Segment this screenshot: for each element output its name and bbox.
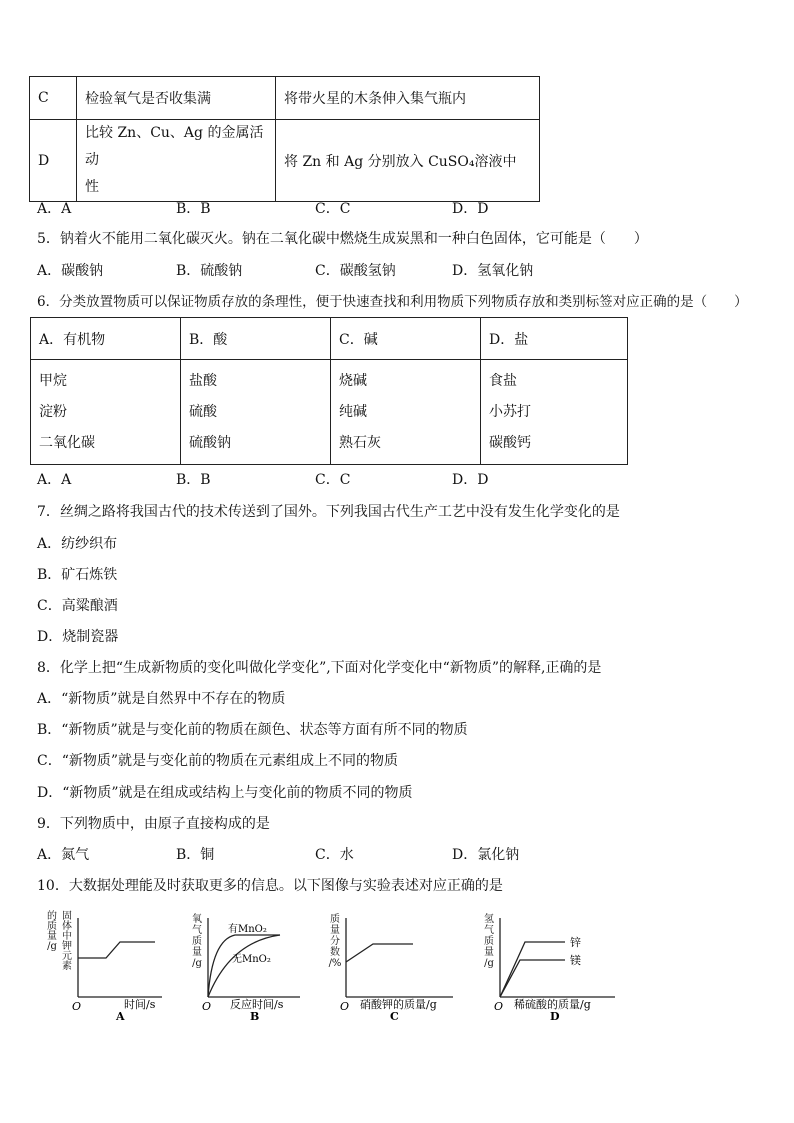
q8-option-b[interactable]: B．“新物质”就是与变化前的物质在颜色、状态等方面有所不同的物质	[37, 722, 468, 738]
q4-row-c-option: C	[30, 77, 77, 120]
q6-item: 硫酸	[189, 403, 217, 420]
graph-d-ylabel-char: 质	[484, 936, 494, 947]
q6-header-a: A．有机物	[31, 318, 181, 360]
q7-option-c[interactable]: C．高粱酿酒	[37, 598, 118, 614]
graph-a-ylabel-char: 固	[62, 911, 72, 922]
graph-b-curve-without-catalyst	[208, 935, 280, 997]
graph-b-ylabel-char: 量	[192, 947, 202, 958]
q6-item: 淀粉	[39, 403, 67, 420]
q4-row-c-method: 将带火星的木条伸入集气瓶内	[276, 77, 540, 120]
graph-b-ylabel-char: 质	[192, 936, 202, 947]
q4-row-d-option: D	[30, 120, 77, 202]
graph-b-curve1-label: 有MnO₂	[228, 924, 267, 935]
graph-b-xlabel: 反应时间/s	[230, 998, 284, 1011]
q6-stem: 6．分类放置物质可以保证物质存放的条理性，便于快速查找和利用物质下列物质存放和类别标签对应正确的是（ ）	[37, 294, 748, 310]
q4-row-d-purpose-line1: 比较 Zn、Cu、Ag 的金属活动	[85, 125, 264, 168]
q7-option-d[interactable]: D．烧制瓷器	[37, 629, 119, 645]
graph-c-ylabel-char: /%	[328, 958, 342, 969]
q6-item: 二氧化碳	[39, 434, 95, 451]
q4-table	[29, 76, 540, 202]
q5-option-d[interactable]: D．氢氧化钠	[452, 263, 534, 279]
graph-d-ylabel-char: 量	[484, 947, 494, 958]
q4-option-c[interactable]: C．C	[315, 201, 351, 217]
q6-item: 盐酸	[189, 372, 217, 389]
graph-a-curve	[78, 942, 155, 958]
graph-c-ylabel-char: 分	[330, 936, 340, 947]
q6-item: 硫酸钠	[189, 434, 231, 451]
q4-option-b[interactable]: B．B	[176, 201, 211, 217]
graph-b-ylabel-char: /g	[192, 958, 202, 969]
graph-a-ylabel-char: 体	[62, 921, 72, 932]
q10-graph-b[interactable]	[180, 910, 310, 1020]
q6-item: 甲烷	[39, 372, 67, 389]
graph-c-ylabel-char: 量	[330, 925, 340, 936]
graph-c-ylabel	[328, 914, 342, 969]
q4-row-c-purpose: 检验氧气是否收集满	[77, 77, 276, 120]
q9-option-d[interactable]: D．氯化钠	[452, 847, 520, 863]
graph-a-ylabel-char: 量	[47, 931, 57, 942]
q9-stem: 9．下列物质中，由原子直接构成的是	[37, 816, 270, 832]
graph-a-ylabel-char: 质	[47, 921, 57, 932]
q4-row-d-purpose-line2: 性	[85, 179, 99, 195]
q6-item: 碳酸钙	[489, 434, 531, 451]
q6-item: 熟石灰	[339, 434, 381, 451]
q8-option-c[interactable]: C．“新物质”就是与变化前的物质在元素组成上不同的物质	[37, 753, 399, 769]
q9-option-c[interactable]: C．水	[315, 847, 354, 863]
q4-option-a[interactable]: A．A	[37, 201, 72, 217]
graph-d-ylabel-char: /g	[484, 958, 494, 969]
graph-d-curve-zinc	[500, 942, 565, 997]
q6-option-a[interactable]: A．A	[37, 472, 72, 488]
graph-c-origin: O	[340, 1000, 350, 1013]
q6-cell-d	[481, 360, 628, 465]
graph-d-curve2-label: 镁	[570, 954, 581, 967]
q8-stem: 8．化学上把“生成新物质的变化叫做化学变化”,下面对化学变化中“新物质”的解释,正确的是	[37, 660, 602, 676]
q6-table	[30, 317, 628, 465]
q6-cell-b	[181, 360, 331, 465]
q7-option-b[interactable]: B．矿石炼铁	[37, 567, 118, 583]
graph-b-label: B	[250, 1010, 260, 1020]
q8-option-d[interactable]: D．“新物质”就是在组成或结构上与变化前的物质不同的物质	[37, 785, 413, 801]
graph-d-ylabel-char: 气	[484, 925, 494, 936]
graph-b-curve-with-catalyst	[208, 935, 280, 997]
graph-d-curve1-label: 锌	[570, 936, 581, 949]
q6-cell-a	[31, 360, 181, 465]
graph-a-ylabel-char: 素	[62, 961, 72, 972]
q10-stem: 10．大数据处理能及时获取更多的信息。以下图像与实验表述对应正确的是	[37, 878, 503, 894]
q10-graph-a[interactable]	[40, 910, 170, 1020]
q5-option-a[interactable]: A．碳酸钠	[37, 263, 104, 279]
graph-c-curve	[346, 944, 413, 962]
graph-d-ylabel-char: 氢	[484, 914, 494, 925]
q4-option-d[interactable]: D．D	[452, 201, 489, 217]
graph-a-ylabel-char: 元	[62, 951, 72, 962]
graph-a-ylabel-char: 中	[62, 931, 72, 942]
q6-item: 烧碱	[339, 372, 367, 389]
graph-a-label: A	[116, 1010, 125, 1020]
graph-a-ylabel-char: 钾	[62, 941, 72, 952]
q10-graph-d[interactable]	[470, 910, 620, 1020]
q9-option-b[interactable]: B．铜	[176, 847, 215, 863]
q10-graph-c[interactable]	[318, 910, 458, 1020]
q4-row-d-method: 将 Zn 和 Ag 分别放入 CuSO₄溶液中	[276, 120, 540, 202]
graph-b-curve2-label: 无MnO₂	[232, 954, 271, 965]
graph-c-label: C	[390, 1010, 399, 1020]
graph-d-xlabel: 稀硫酸的质量/g	[514, 998, 591, 1011]
q6-option-c[interactable]: C．C	[315, 472, 351, 488]
graph-d-curve-magnesium	[500, 960, 565, 997]
graph-b-ylabel-char: 气	[192, 925, 202, 936]
q6-header-c: C．碱	[331, 318, 481, 360]
graph-a-ylabel-col2	[60, 912, 74, 972]
q6-cell-c	[331, 360, 481, 465]
graph-c-ylabel-char: 数	[330, 947, 340, 958]
graph-d-ylabel	[482, 914, 496, 969]
graph-a-xlabel: 时间/s	[124, 998, 156, 1011]
q6-header-d: D．盐	[481, 318, 628, 360]
q6-option-b[interactable]: B．B	[176, 472, 211, 488]
graph-b-ylabel	[190, 914, 204, 969]
graph-a-origin: O	[72, 1000, 82, 1013]
q6-header-b: B．酸	[181, 318, 331, 360]
graph-b-ylabel-char: 氧	[192, 914, 202, 925]
graph-a-ylabel-col1	[44, 912, 60, 952]
q6-option-d[interactable]: D．D	[452, 472, 489, 488]
graph-c-xlabel: 硝酸钾的质量/g	[360, 998, 437, 1011]
graph-d-origin: O	[494, 1000, 504, 1013]
q6-item: 纯碱	[339, 403, 367, 420]
graph-a-ylabel-char: 的	[47, 911, 57, 922]
graph-a-ylabel-char: /g	[47, 941, 57, 952]
q6-item: 小苏打	[489, 403, 531, 420]
q5-option-c[interactable]: C．碳酸氢钠	[315, 263, 396, 279]
q7-stem: 7．丝绸之路将我国古代的技术传送到了国外。下列我国古代生产工艺中没有发生化学变化的是	[37, 504, 620, 520]
q6-item: 食盐	[489, 372, 517, 389]
q8-option-a[interactable]: A．“新物质”就是自然界中不存在的物质	[37, 691, 286, 707]
q9-option-a[interactable]: A．氮气	[37, 847, 90, 863]
graph-d-label: D	[550, 1010, 560, 1020]
q4-row-d-purpose	[77, 120, 276, 202]
q5-stem: 5．钠着火不能用二氧化碳灭火。钠在二氧化碳中燃烧生成炭黑和一种白色固体，它可能是（ ）	[37, 231, 648, 247]
q7-option-a[interactable]: A．纺纱织布	[37, 536, 118, 552]
graph-c-ylabel-char: 质	[330, 914, 340, 925]
graph-b-origin: O	[202, 1000, 212, 1013]
q5-option-b[interactable]: B．硫酸钠	[176, 263, 243, 279]
